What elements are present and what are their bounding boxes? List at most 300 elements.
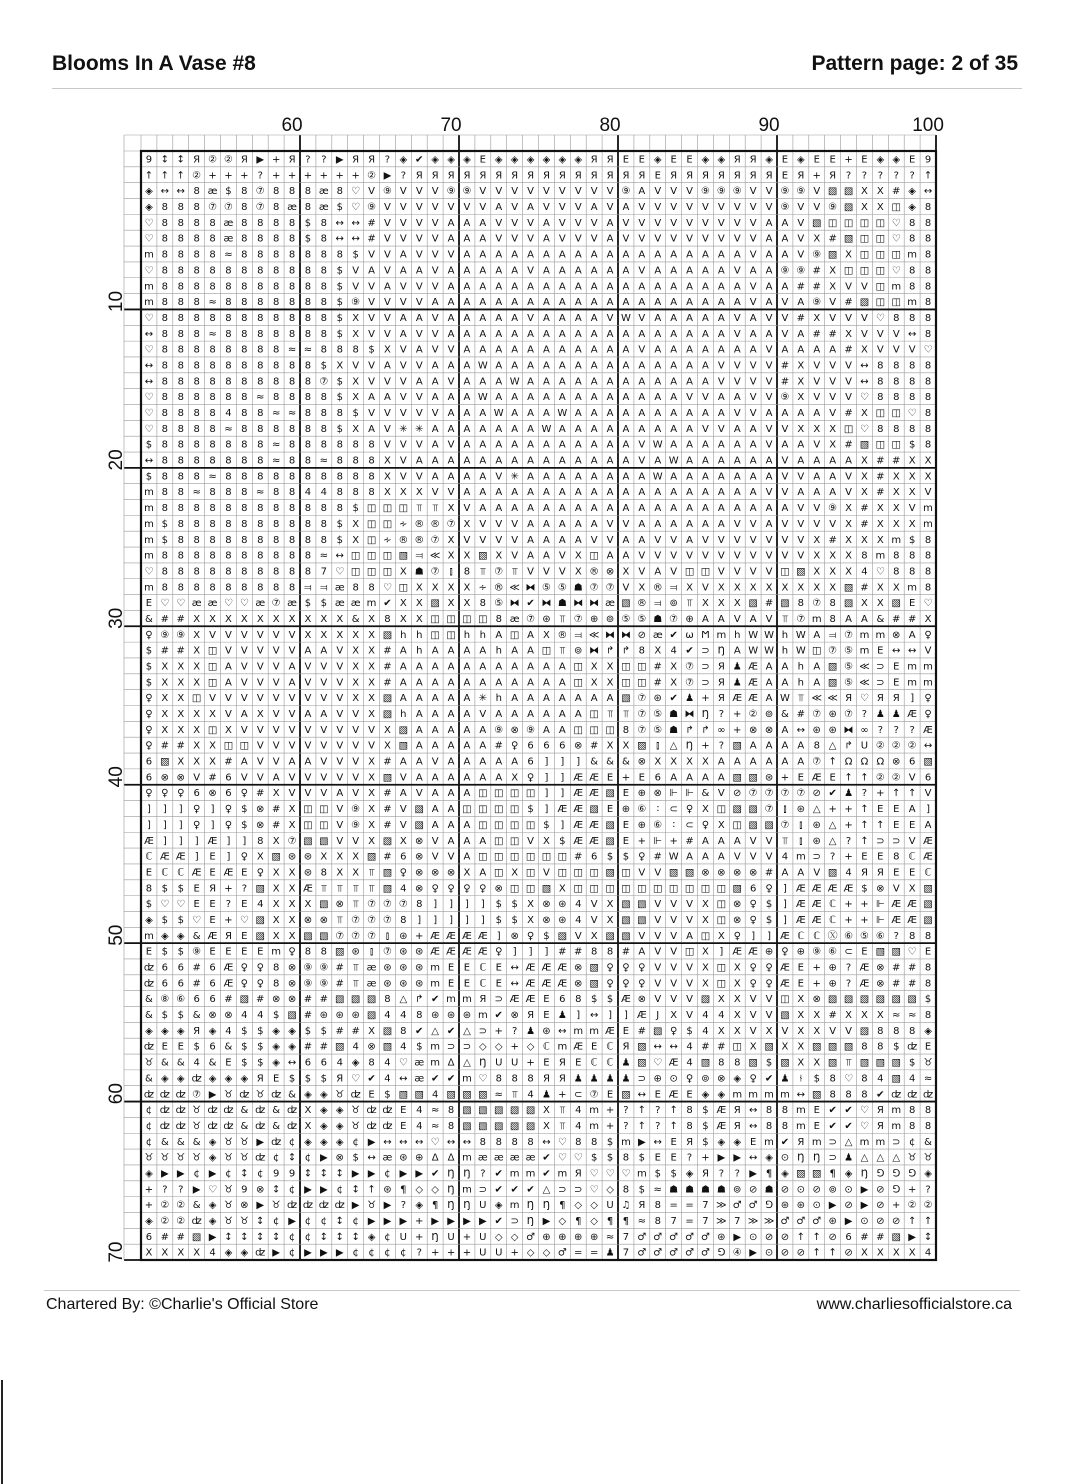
stitch-symbol: A — [543, 693, 550, 705]
stitch-symbol: X — [177, 756, 185, 768]
stitch-symbol: ◫ — [382, 503, 393, 515]
stitch-symbol: Я — [193, 1025, 201, 1037]
stitch-symbol: $ — [304, 598, 312, 610]
stitch-symbol: ≈ — [271, 455, 281, 467]
stitch-symbol: 8 — [829, 598, 836, 610]
stitch-symbol: X — [924, 471, 932, 483]
stitch-symbol: 8 — [193, 297, 200, 309]
stitch-symbol: ⊛ — [399, 1152, 408, 1164]
stitch-symbol: 8 — [161, 455, 169, 467]
stitch-symbol: 8 — [288, 328, 296, 340]
stitch-symbol: # — [780, 360, 790, 372]
stitch-symbol: 8 — [845, 1089, 852, 1101]
stitch-symbol: ◈ — [272, 1025, 281, 1037]
stitch-symbol: 6 — [749, 883, 757, 895]
stitch-symbol: ⊃ — [876, 677, 885, 689]
stitch-symbol: 8 — [272, 312, 280, 324]
stitch-symbol: ✔ — [446, 1073, 456, 1085]
stitch-symbol: ʣ — [143, 978, 155, 990]
stitch-symbol: 8 — [177, 312, 184, 324]
stitch-symbol: ▶ — [335, 1247, 344, 1259]
stitch-symbol: Я — [876, 1120, 884, 1132]
stitch-symbol: V — [765, 550, 773, 562]
stitch-symbol: ⑦ — [494, 566, 504, 578]
stitch-symbol: ⑦ — [637, 724, 647, 736]
stitch-symbol: ⑥ — [653, 819, 663, 831]
stitch-symbol: ♡ — [176, 899, 186, 911]
stitch-symbol: 8 — [368, 487, 375, 499]
stitch-symbol: ? — [877, 170, 884, 182]
stitch-symbol: m — [907, 582, 918, 594]
stitch-symbol: ▧ — [398, 724, 409, 736]
stitch-symbol: A — [702, 249, 709, 261]
stitch-symbol: ⑦ — [367, 914, 377, 926]
row-label: 60 — [106, 1083, 127, 1105]
stitch-symbol: V — [574, 217, 582, 229]
stitch-symbol: ◫ — [525, 851, 536, 863]
stitch-symbol: E — [543, 1057, 550, 1069]
stitch-symbol: 4 — [686, 1057, 693, 1069]
stitch-symbol: Я — [368, 154, 376, 166]
stitch-symbol: ↑ — [669, 1120, 678, 1132]
stitch-symbol: V — [749, 835, 757, 847]
stitch-symbol: ◇ — [606, 1184, 614, 1196]
stitch-symbol: ↑ — [812, 1247, 821, 1259]
stitch-symbol: A — [272, 772, 280, 784]
stitch-symbol: ] — [433, 914, 438, 926]
stitch-symbol: X — [161, 709, 169, 721]
stitch-symbol: 8 — [304, 249, 312, 261]
stitch-symbol: 8 — [193, 265, 200, 277]
stitch-symbol: A — [590, 360, 598, 372]
stitch-symbol: # — [192, 962, 201, 974]
stitch-symbol: + — [224, 883, 233, 895]
stitch-symbol: ♡ — [859, 1105, 869, 1117]
stitch-symbol: ⑦ — [685, 661, 695, 673]
stitch-symbol: ▧ — [843, 582, 854, 594]
stitch-symbol: 4 — [781, 851, 789, 863]
stitch-symbol: V — [368, 297, 375, 309]
stitch-symbol: A — [304, 756, 312, 768]
stitch-symbol: A — [558, 312, 566, 324]
stitch-symbol: $ — [161, 883, 169, 895]
stitch-symbol: ◫ — [525, 867, 536, 879]
stitch-symbol: m — [891, 1105, 902, 1117]
stitch-symbol: V — [256, 661, 264, 673]
stitch-symbol: ¢ — [336, 1184, 343, 1196]
stitch-symbol: 7 — [320, 566, 328, 578]
stitch-symbol: m — [144, 518, 154, 530]
stitch-symbol: ⧓ — [589, 645, 600, 657]
stitch-symbol: ▧ — [605, 930, 615, 942]
stitch-symbol: # — [224, 994, 233, 1006]
stitch-symbol: & — [192, 1200, 201, 1212]
stitch-symbol: 8 — [161, 471, 169, 483]
stitch-symbol: ♀ — [765, 978, 773, 990]
stitch-symbol: 8 — [908, 423, 916, 435]
stitch-symbol: 8 — [177, 281, 184, 293]
stitch-symbol: 9 — [145, 154, 153, 166]
stitch-symbol: A — [463, 265, 471, 277]
stitch-symbol: ⊩ — [875, 914, 885, 926]
stitch-symbol: Æ — [748, 677, 759, 689]
stitch-symbol: X — [336, 867, 344, 879]
stitch-symbol: Æ — [223, 962, 234, 974]
stitch-symbol: m — [462, 1152, 472, 1164]
stitch-symbol: 8 — [384, 613, 391, 625]
stitch-symbol: ▧ — [319, 930, 329, 942]
stitch-symbol: A — [527, 661, 534, 673]
stitch-symbol: A — [797, 408, 805, 420]
stitch-symbol: A — [574, 423, 582, 435]
stitch-symbol: $ — [304, 217, 312, 229]
stitch-symbol: ♟ — [891, 709, 901, 721]
stitch-symbol: 8 — [272, 550, 280, 562]
stitch-symbol: X — [352, 376, 360, 388]
stitch-symbol: Δ — [431, 1152, 439, 1164]
stitch-symbol: ⊗ — [510, 930, 519, 942]
stitch-symbol: X — [845, 1010, 852, 1022]
stitch-symbol: ⊘ — [780, 1184, 790, 1196]
stitch-symbol: ◫ — [891, 202, 901, 214]
stitch-symbol: E — [272, 1073, 280, 1085]
stitch-symbol: X — [543, 835, 550, 847]
stitch-symbol: 8 — [893, 851, 900, 863]
stitch-symbol: Æ — [525, 978, 536, 990]
stitch-symbol: ⅁ — [765, 1200, 773, 1212]
stitch-symbol: ◫ — [589, 709, 599, 721]
stitch-symbol: 8 — [384, 994, 391, 1006]
stitch-symbol: E — [209, 946, 216, 958]
stitch-symbol: Æ — [907, 709, 918, 721]
stitch-symbol: ⊕ — [828, 962, 837, 974]
stitch-symbol: E — [924, 946, 932, 958]
stitch-symbol: Æ — [891, 899, 902, 911]
stitch-symbol: $ — [336, 312, 343, 324]
stitch-symbol: ≈ — [208, 328, 217, 340]
stitch-symbol: V — [415, 439, 423, 451]
stitch-symbol: A — [495, 265, 503, 277]
stitch-symbol: 7 — [702, 1200, 709, 1212]
stitch-symbol: ⫪ — [336, 883, 343, 895]
stitch-symbol: 8 — [193, 217, 200, 229]
stitch-symbol: ¢ — [288, 1136, 296, 1148]
stitch-symbol: ◫ — [494, 819, 504, 831]
stitch-symbol: V — [368, 724, 375, 736]
stitch-symbol: A — [447, 312, 455, 324]
stitch-symbol: A — [495, 392, 503, 404]
stitch-symbol: V — [543, 566, 550, 578]
stitch-symbol: Æ — [557, 962, 568, 974]
stitch-symbol: V — [495, 471, 503, 483]
stitch-symbol: ¶ — [622, 1215, 630, 1227]
stitch-symbol: E — [893, 867, 900, 879]
stitch-symbol: V — [479, 202, 487, 214]
stitch-symbol: 8 — [272, 217, 280, 229]
stitch-symbol: ♂ — [685, 1247, 695, 1259]
stitch-symbol: ⊛ — [383, 962, 392, 974]
stitch-symbol: ◫ — [350, 550, 361, 562]
stitch-symbol: ⊗ — [574, 740, 583, 752]
stitch-symbol: Æ — [541, 978, 552, 990]
stitch-symbol: A — [495, 312, 503, 324]
stitch-symbol: 6 — [543, 740, 550, 752]
stitch-symbol: A — [479, 376, 487, 388]
stitch-symbol: 8 — [161, 408, 169, 420]
stitch-symbol: X — [876, 503, 884, 515]
stitch-symbol: # — [335, 1025, 344, 1037]
stitch-symbol: E — [654, 1152, 661, 1164]
stitch-symbol: V — [765, 566, 773, 578]
stitch-symbol: V — [431, 344, 439, 356]
stitch-symbol: 8 — [209, 455, 216, 467]
stitch-symbol: ♀ — [669, 1025, 678, 1037]
stitch-symbol: # — [812, 265, 821, 277]
stitch-symbol: ⊕ — [685, 613, 694, 625]
stitch-symbol: h — [400, 709, 407, 721]
stitch-symbol: 8 — [209, 249, 216, 261]
stitch-symbol: 4 — [718, 1010, 725, 1022]
stitch-symbol: ♡ — [844, 1073, 854, 1085]
stitch-symbol: ◈ — [240, 1247, 249, 1259]
stitch-symbol: ? — [925, 1184, 931, 1196]
stitch-symbol: A — [606, 249, 614, 261]
stitch-symbol: A — [558, 439, 566, 451]
stitch-symbol: ☗ — [700, 1184, 710, 1196]
stitch-symbol: ↑ — [176, 170, 185, 182]
stitch-symbol: Æ — [811, 772, 822, 784]
stitch-symbol: # — [892, 978, 901, 990]
stitch-symbol: 8 — [241, 503, 248, 515]
stitch-symbol: A — [431, 645, 439, 657]
stitch-symbol: $ — [702, 1105, 709, 1117]
stitch-symbol: 9 — [272, 1168, 280, 1180]
stitch-symbol: ▶ — [399, 1215, 408, 1227]
stitch-symbol: V — [352, 709, 360, 721]
stitch-symbol: 8 — [861, 1089, 868, 1101]
stitch-symbol: V — [368, 328, 375, 340]
stitch-symbol: Æ — [446, 946, 456, 958]
stitch-symbol: ↔ — [335, 233, 344, 245]
stitch-symbol: $ — [606, 851, 614, 863]
stitch-symbol: X — [352, 534, 360, 546]
stitch-symbol: A — [686, 772, 693, 784]
stitch-symbol: ⑨ — [796, 265, 806, 277]
stitch-symbol: ◈ — [510, 154, 519, 166]
stitch-symbol: # — [860, 518, 869, 530]
stitch-symbol: V — [288, 629, 296, 641]
stitch-symbol: A — [654, 297, 662, 309]
stitch-symbol: ⊘ — [876, 1184, 885, 1196]
stitch-symbol: X — [368, 709, 375, 721]
stitch-symbol: ∞ — [860, 724, 869, 736]
stitch-symbol: ▶ — [208, 1231, 217, 1243]
stitch-symbol: $ — [177, 914, 184, 926]
stitch-symbol: A — [240, 709, 248, 721]
stitch-symbol: $ — [336, 281, 343, 293]
stitch-symbol: A — [622, 265, 630, 277]
stitch-symbol: m — [144, 550, 154, 562]
stitch-symbol: ▧ — [637, 1057, 647, 1069]
stitch-symbol: X — [654, 645, 662, 657]
stitch-symbol: A — [702, 360, 709, 372]
stitch-symbol: 8 — [304, 328, 312, 340]
stitch-symbol: ◈ — [160, 930, 169, 942]
stitch-symbol: A — [543, 360, 550, 372]
stitch-symbol: ] — [544, 946, 549, 958]
stitch-symbol: 8 — [257, 297, 264, 309]
stitch-symbol: V — [638, 566, 646, 578]
stitch-symbol: ⊗ — [701, 867, 710, 879]
stitch-symbol: æ — [414, 1073, 425, 1085]
stitch-symbol: A — [606, 328, 614, 340]
stitch-symbol: ♀ — [765, 883, 773, 895]
stitch-symbol: 6 — [177, 962, 184, 974]
stitch-symbol: A — [399, 265, 407, 277]
stitch-symbol: A — [749, 740, 757, 752]
stitch-symbol: ⊘ — [876, 1215, 885, 1227]
stitch-symbol: A — [463, 297, 471, 309]
stitch-symbol: æ — [350, 598, 361, 610]
stitch-symbol: V — [813, 360, 821, 372]
stitch-symbol: V — [749, 1025, 757, 1037]
stitch-symbol: # — [892, 613, 901, 625]
stitch-symbol: A — [415, 265, 423, 277]
stitch-symbol: A — [543, 439, 550, 451]
stitch-symbol: ⊛ — [542, 613, 551, 625]
stitch-symbol: ⊗ — [733, 867, 742, 879]
stitch-symbol: ʣ — [143, 962, 155, 974]
stitch-symbol: ✔ — [415, 1025, 424, 1037]
stitch-symbol: V — [415, 281, 423, 293]
stitch-symbol: 8 — [241, 376, 248, 388]
stitch-symbol: ⫪ — [623, 709, 629, 721]
stitch-symbol: 8 — [257, 518, 264, 530]
stitch-symbol: 4 — [575, 1105, 582, 1117]
stitch-symbol: Æ — [780, 930, 790, 942]
stitch-symbol: # — [860, 582, 869, 594]
stitch-symbol: ◈ — [717, 1136, 726, 1148]
stitch-symbol: 8 — [288, 186, 296, 198]
stitch-symbol: Æ — [573, 772, 584, 784]
stitch-symbol: ↔ — [907, 645, 917, 657]
stitch-symbol: $ — [638, 1184, 646, 1196]
stitch-symbol: V — [368, 740, 375, 752]
stitch-symbol: ʣ — [366, 1120, 377, 1132]
stitch-symbol: 8 — [924, 930, 932, 942]
stitch-symbol: E — [606, 804, 614, 816]
stitch-symbol: ◈ — [733, 1136, 742, 1148]
stitch-symbol: m — [859, 1136, 870, 1148]
stitch-symbol: ⑤ — [557, 582, 567, 594]
stitch-symbol: # — [844, 408, 853, 420]
stitch-symbol: ⊗ — [892, 756, 901, 768]
stitch-symbol: A — [495, 772, 503, 784]
stitch-symbol: $ — [368, 344, 375, 356]
stitch-symbol: 8 — [288, 265, 296, 277]
stitch-symbol: A — [463, 851, 471, 863]
stitch-symbol: ◈ — [924, 1168, 932, 1180]
stitch-symbol: X — [352, 518, 360, 530]
stitch-symbol: $ — [304, 1073, 312, 1085]
stitch-symbol: ↔ — [892, 645, 901, 657]
stitch-symbol: ¢ — [272, 1215, 280, 1227]
stitch-symbol: & — [145, 613, 153, 625]
stitch-symbol: ⑨ — [303, 962, 313, 974]
stitch-symbol: E — [145, 946, 153, 958]
stitch-symbol: m — [795, 1120, 806, 1132]
stitch-symbol: V — [733, 550, 741, 562]
stitch-symbol: W — [477, 360, 488, 372]
stitch-symbol: ℂ — [177, 867, 185, 879]
stitch-symbol: E — [145, 598, 153, 610]
stitch-symbol: V — [399, 186, 407, 198]
stitch-symbol: ▧ — [764, 1041, 774, 1053]
stitch-symbol: ▶ — [351, 1168, 360, 1180]
stitch-symbol: A — [861, 613, 868, 625]
stitch-symbol: △ — [828, 819, 837, 831]
stitch-symbol: V — [765, 534, 773, 546]
stitch-symbol: A — [447, 788, 455, 800]
stitch-symbol: ⫪ — [336, 914, 343, 926]
stitch-symbol: A — [543, 487, 550, 499]
stitch-symbol: ◫ — [223, 740, 234, 752]
stitch-symbol: ⊗ — [256, 1184, 265, 1196]
stitch-symbol: Æ — [636, 1010, 647, 1022]
stitch-symbol: ¢ — [368, 1247, 375, 1259]
stitch-symbol: ② — [176, 1200, 186, 1212]
stitch-symbol: A — [543, 724, 550, 736]
stitch-symbol: ♂ — [669, 1247, 679, 1259]
stitch-symbol: ⊃ — [876, 835, 885, 847]
stitch-symbol: V — [654, 217, 662, 229]
stitch-symbol: V — [431, 328, 439, 340]
stitch-symbol: $ — [161, 914, 169, 926]
stitch-symbol: V — [686, 899, 693, 911]
stitch-symbol: X — [272, 883, 280, 895]
stitch-symbol: 8 — [447, 1105, 455, 1117]
stitch-symbol: ☗ — [716, 1184, 726, 1196]
stitch-symbol: ✔ — [669, 693, 678, 705]
stitch-symbol: m — [636, 1168, 647, 1180]
stitch-symbol: + — [351, 170, 360, 182]
stitch-symbol: E — [193, 883, 200, 895]
stitch-symbol: E — [893, 819, 900, 831]
stitch-symbol: E — [606, 1089, 614, 1101]
stitch-symbol: ☗ — [557, 598, 567, 610]
stitch-symbol: V — [574, 186, 582, 198]
stitch-symbol: X — [304, 613, 312, 625]
stitch-symbol: V — [797, 217, 805, 229]
stitch-symbol: V — [845, 281, 852, 293]
stitch-symbol: V — [352, 281, 360, 293]
stitch-symbol: A — [813, 677, 821, 689]
stitch-symbol: ⊛ — [399, 962, 408, 974]
stitch-symbol: V — [352, 360, 360, 372]
stitch-symbol: A — [781, 503, 789, 515]
stitch-symbol: ⑨ — [796, 186, 806, 198]
stitch-symbol: X — [511, 772, 519, 784]
stitch-symbol: ⊛ — [812, 724, 821, 736]
stitch-symbol: ♡ — [923, 344, 933, 356]
stitch-symbol: 8 — [368, 1057, 375, 1069]
stitch-symbol: ◈ — [494, 154, 503, 166]
stitch-symbol: ▧ — [605, 867, 615, 879]
stitch-symbol: ⅁ — [876, 1168, 885, 1180]
stitch-symbol: V — [702, 550, 709, 562]
stitch-symbol: ▧ — [335, 994, 345, 1006]
stitch-symbol: ⊗ — [176, 772, 185, 784]
